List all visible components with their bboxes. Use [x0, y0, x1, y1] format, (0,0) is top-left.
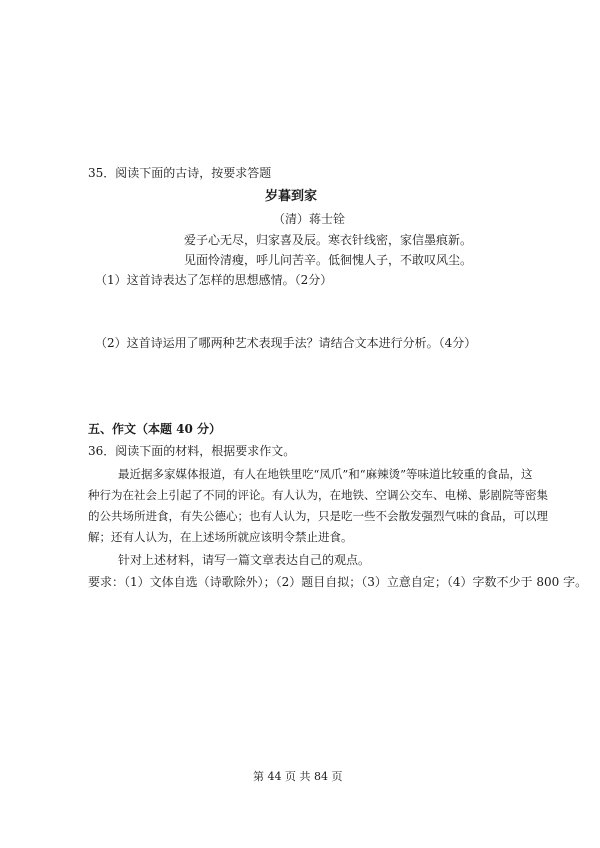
- material-line-3: 的公共场所进食，有失公德心；也有人认为，只是吃一些不会散发强烈气味的食品，可以理: [88, 509, 548, 523]
- poem-line-1: 爱子心无尽，归家喜及辰。寒衣针线密，家信墨痕新。: [184, 233, 473, 247]
- question-35-sub-2: （2）这首诗运用了哪两种艺术表现手法？请结合文本进行分析。（4分）: [95, 336, 477, 350]
- section-heading: 五、作文（本题 40 分）: [88, 422, 222, 436]
- requirements: 要求：（1）文体自选（诗歌除外）；（2）题目自拟；（3）立意自定；（4）字数不少于 800 字。: [88, 575, 588, 589]
- page-number: 第 44 页 共 84 页: [253, 770, 343, 783]
- question-36-prompt: 36．阅读下面的材料，根据要求作文。: [88, 444, 296, 458]
- question-35-prompt: 35．阅读下面的古诗，按要求答题: [88, 166, 272, 180]
- material-line-2: 种行为在社会上引起了不同的评论。有人认为，在地铁、空调公交车、电梯、影剧院等密集: [88, 488, 548, 502]
- question-35-sub-1: （1）这首诗表达了怎样的思想感情。（2分）: [95, 273, 333, 287]
- material-line-4: 解；还有人认为，在上述场所就应该明令禁止进食。: [88, 530, 353, 544]
- poem-line-2: 见面怜清瘦，呼儿问苦辛。低徊愧人子，不敢叹风尘。: [184, 253, 473, 267]
- poem-title: 岁暮到家: [265, 189, 318, 204]
- instruction: 针对上述材料，请写一篇文章表达自己的观点。: [118, 553, 371, 567]
- poem-author: （清）蒋士铨: [273, 212, 346, 226]
- material-line-1: 最近据多家媒体报道，有人在地铁里吃“凤爪”和“麻辣烫”等味道比较重的食品，这: [118, 467, 533, 481]
